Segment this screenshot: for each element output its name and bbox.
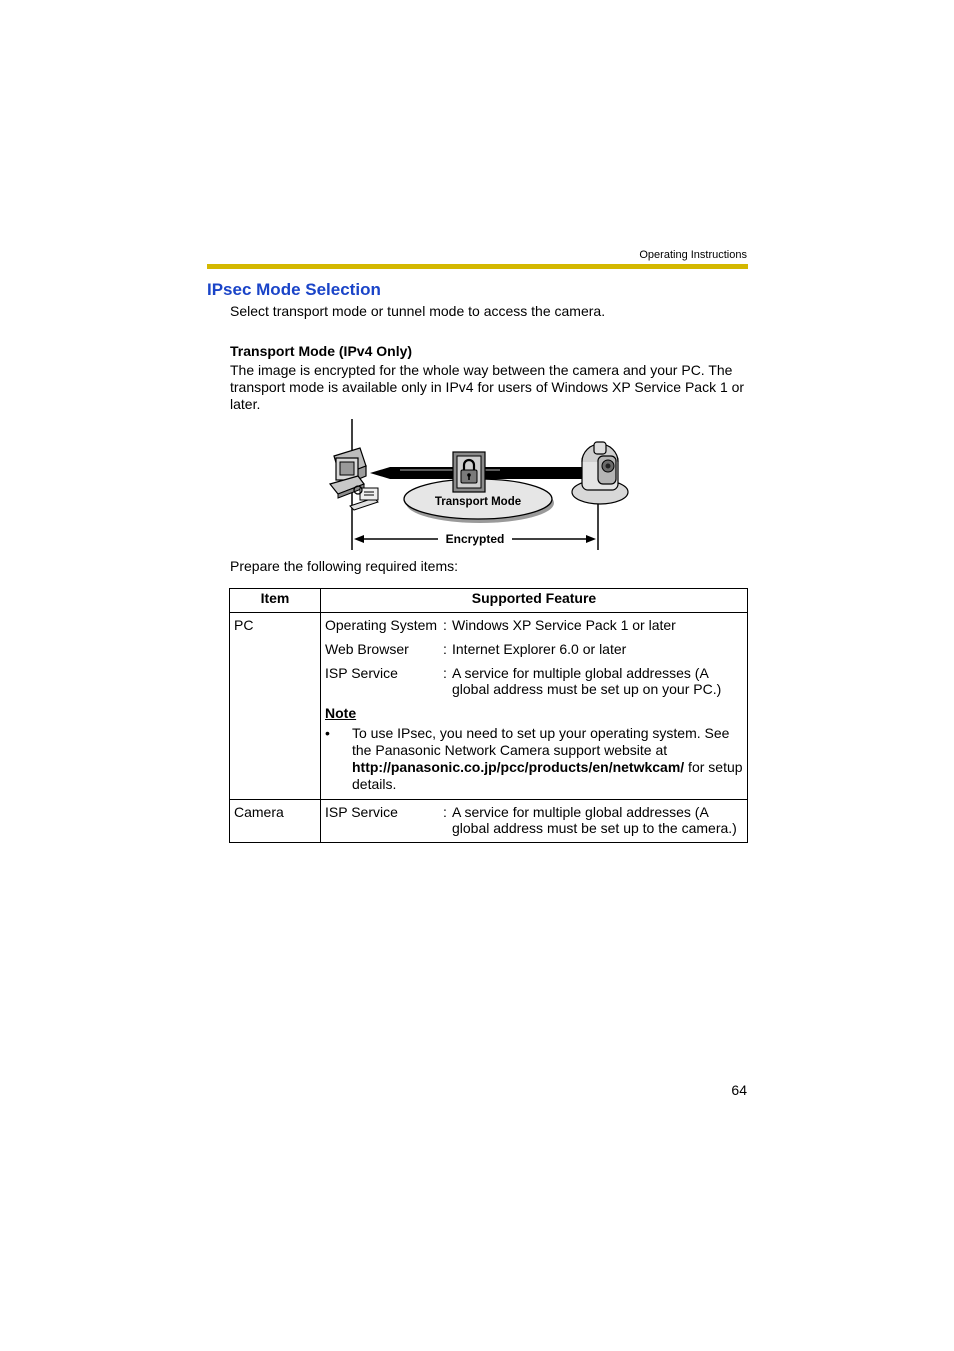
section-title: IPsec Mode Selection [207,280,381,299]
feature-value: Windows XP Service Pack 1 or later [452,617,676,633]
lock-icon [453,452,485,492]
feature-row [325,617,743,633]
transport-paragraph: The image is encrypted for the whole way between the camera and your PC. The transport mode is available only in IPv4 for users of Windows XP Service Pack 1 or later. [230,362,745,412]
note-title: Note [325,705,357,721]
requirements-table [229,588,748,843]
row-item-pc: PC [230,613,321,800]
feature-value: Internet Explorer 6.0 or later [452,641,627,657]
table-header-row [230,589,748,613]
transport-heading: Transport Mode (IPv4 Only) [230,343,413,359]
span-arrow-left-icon [354,535,364,543]
feature-name: Web Browser [325,641,409,657]
row-features-pc [321,613,748,800]
feature-name: ISP Service [325,804,398,820]
span-arrow-right-icon [586,535,596,543]
transport-mode-diagram [320,414,640,554]
feature-name: ISP Service [325,665,398,681]
section-intro: Select transport mode or tunnel mode to access the camera. [230,303,606,319]
row-features-camera [321,800,748,843]
note-text [352,725,743,793]
page-number: 64 [731,1082,747,1098]
feature-name: Operating System [325,617,438,633]
header-rule [207,264,748,269]
feature-colon: : [443,617,447,633]
tunnel-label: Transport Mode [434,496,522,508]
table-row-camera [230,800,748,843]
feature-row [325,804,743,836]
feature-row [325,641,743,657]
feature-colon: : [443,804,447,820]
note-item [325,725,743,793]
feature-value: A service for multiple global addresses (A global address must be set up on your PC.) [452,665,722,697]
header-supported-feature: Supported Feature [321,589,748,613]
feature-colon: : [443,641,447,657]
encrypted-label: Encrypted [445,532,505,546]
running-header: Operating Instructions [639,249,747,261]
note-text-before: To use IPsec, you need to set up your operating system. See the Panasonic Network Camera support website at [352,725,730,758]
support-website-link[interactable]: http://panasonic.co.jp/pcc/products/en/netwkcam/ [352,759,685,775]
row-item-camera: Camera [230,800,321,843]
prepare-text: Prepare the following required items: [230,558,459,574]
pc-icon [330,448,378,510]
table-row-pc [230,613,748,800]
feature-row [325,665,743,697]
note-bullet: • [325,725,330,741]
header-item: Item [230,589,321,613]
feature-value: A service for multiple global addresses (A global address must be set up to the camera.) [452,804,737,836]
feature-colon: : [443,665,447,681]
note-text-after: for setup details. [352,759,743,792]
